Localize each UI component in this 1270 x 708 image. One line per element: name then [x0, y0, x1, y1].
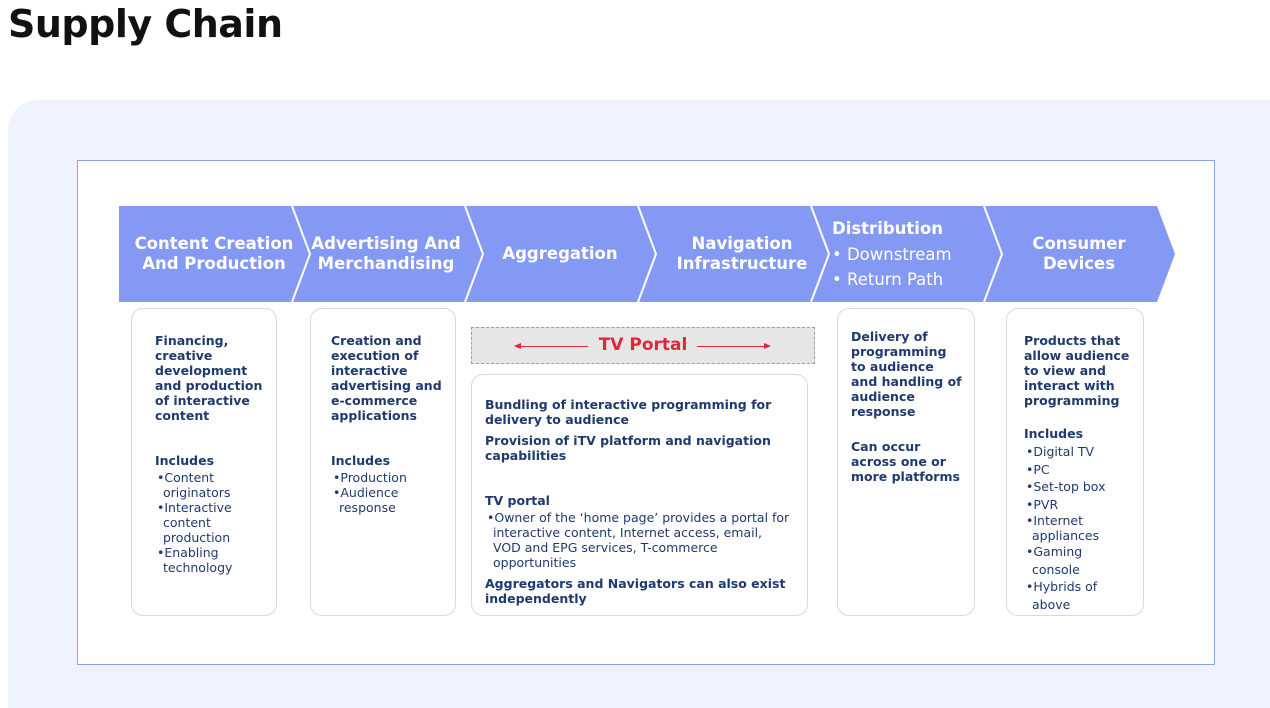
card-description: Products that allow audience to view and interact with programming: [1024, 333, 1130, 408]
stage-aggregation: [474, 206, 646, 302]
list-item: •Gaming console: [1026, 544, 1083, 577]
stage-advertising: [300, 206, 472, 302]
includes-heading: Includes: [331, 453, 391, 468]
list-item: •Audience response: [333, 485, 399, 515]
stage-title-line: And Production: [142, 254, 286, 273]
stage-title-line: Navigation: [691, 234, 793, 253]
tv-portal-heading: TV portal: [485, 493, 550, 508]
list-item: •Content originators: [157, 470, 231, 500]
card-note: Can occur across one or more platforms: [851, 439, 960, 484]
list-item: •Internet appliances: [1026, 513, 1100, 543]
card-aggregation-navigation: [471, 374, 808, 616]
stage-title-line: Merchandising: [317, 254, 455, 273]
stage-navigation: [656, 206, 828, 302]
card-description: Delivery of programming to audience and handling of audience response: [851, 329, 962, 419]
card-advertising: [310, 308, 456, 616]
stage-title-line: Infrastructure: [676, 254, 808, 273]
list-item: •Enabling technology: [157, 545, 233, 575]
stage-consumer-devices: [993, 206, 1165, 302]
card-distribution: [837, 308, 975, 616]
card-description: Creation and execution of interactive advertising and e-commerce applications: [331, 333, 442, 423]
stage-title-line: Content Creation: [134, 234, 294, 253]
list-item: •Digital TV: [1026, 444, 1095, 459]
card-consumer-devices: [1006, 308, 1144, 616]
stage-title-line: Distribution: [832, 219, 944, 238]
page-title: Supply Chain: [8, 2, 283, 46]
includes-heading: Includes: [155, 453, 215, 468]
stage-title-line: Consumer: [1032, 234, 1126, 253]
list-item: •Hybrids of above: [1026, 579, 1098, 612]
card-paragraph: Aggregators and Navigators can also exist independently: [485, 576, 786, 606]
stage-title-line: Advertising And: [311, 234, 461, 253]
list-item: •PC: [1026, 461, 1050, 477]
list-item: •Interactive content production: [157, 500, 232, 545]
card-paragraph: Provision of iTV platform and navigation capabilities: [485, 433, 771, 463]
stage-title-line: Aggregation: [502, 244, 618, 263]
card-content-creation: [131, 308, 277, 616]
card-description: Financing, creative development and production of interactive content: [155, 333, 263, 423]
stage-distribution: [820, 206, 980, 302]
list-item: •Owner of the ‘home page’ provides a portal for interactive content, Internet access, email, VOD and EPG services, T-commerce opportunities: [487, 510, 790, 570]
stage-content-creation: [128, 206, 300, 302]
tv-portal-label: TV Portal: [598, 335, 688, 355]
arrow-right-icon: [697, 346, 769, 347]
stage-sub-line: • Return Path: [832, 270, 944, 289]
tv-portal-banner: [471, 327, 815, 364]
includes-heading: Includes: [1024, 426, 1084, 441]
stage-sub-line: • Downstream: [832, 245, 952, 264]
list-item: •Production: [333, 470, 407, 485]
list-item: •PVR: [1026, 496, 1059, 512]
stage-title-line: Devices: [1042, 254, 1116, 273]
list-item: •Set-top box: [1026, 479, 1106, 494]
card-paragraph: Bundling of interactive programming for delivery to audience: [485, 397, 772, 427]
